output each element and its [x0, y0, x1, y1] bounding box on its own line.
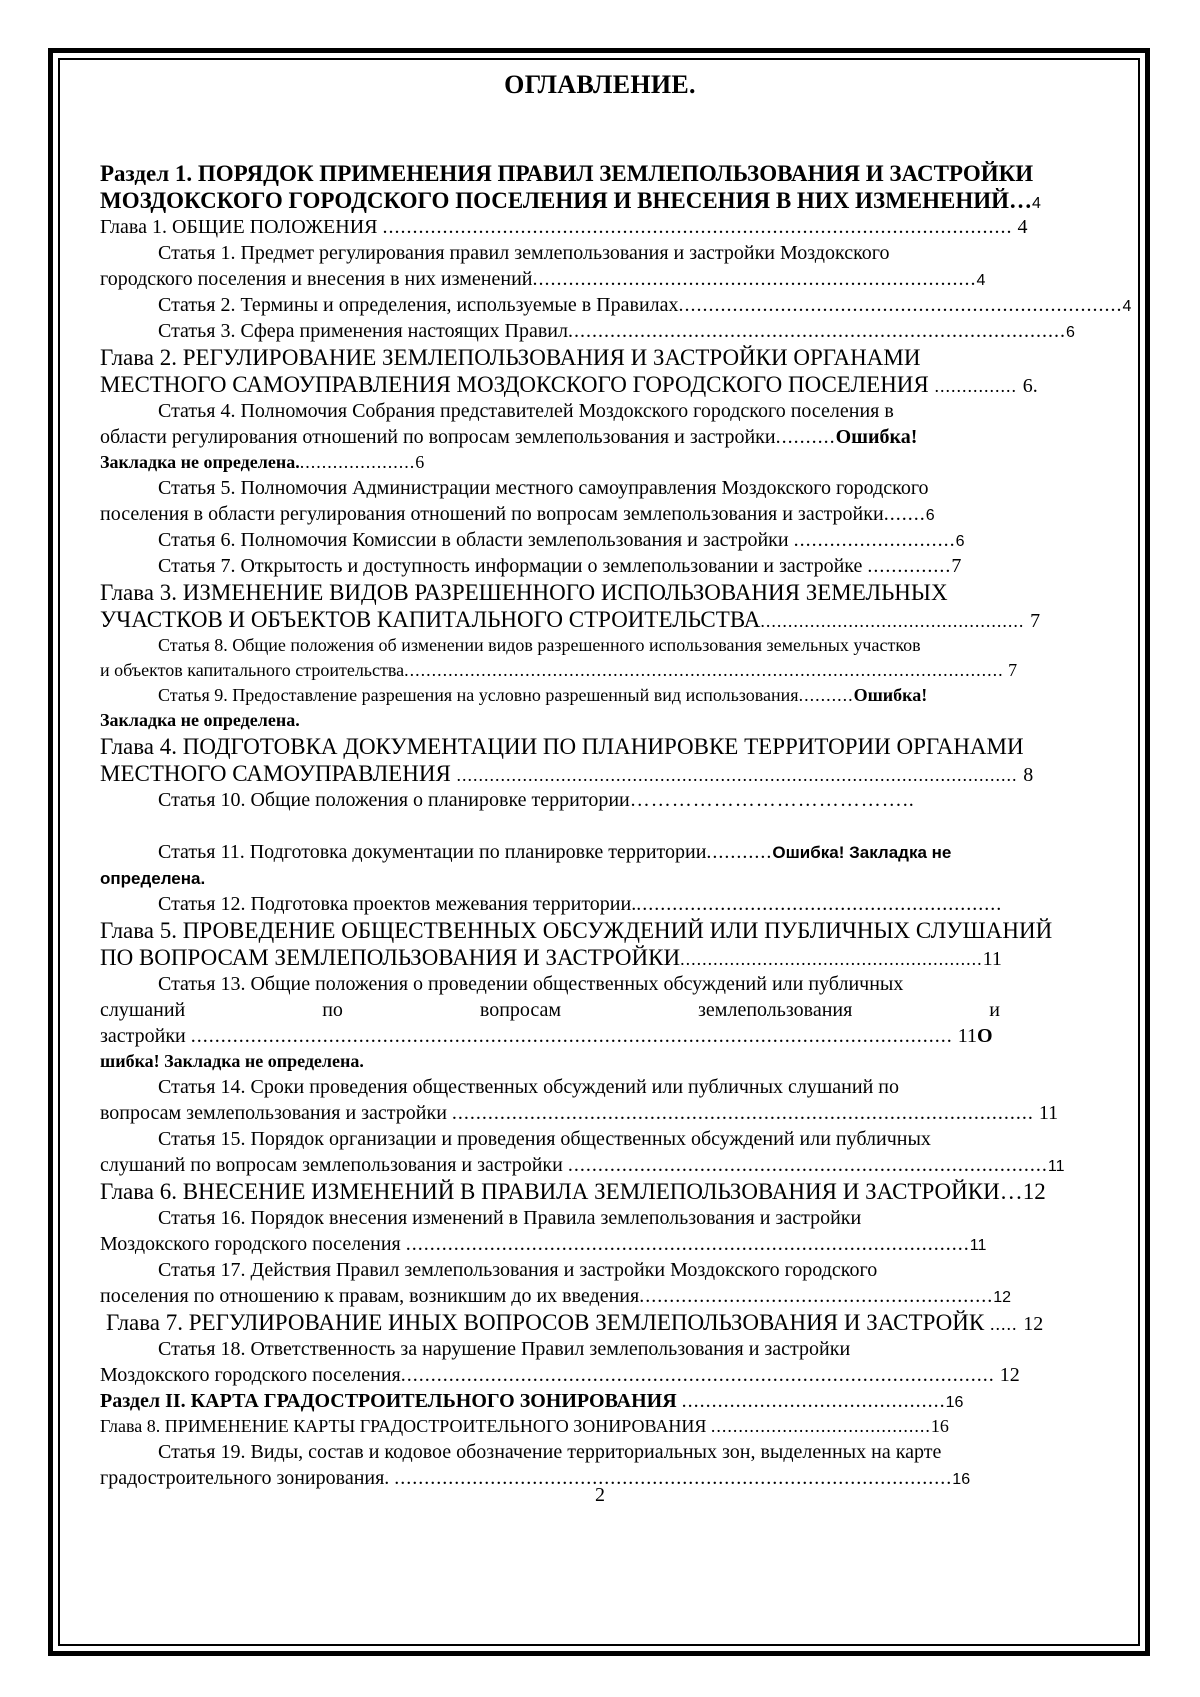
toc-entry-article-18[interactable]: Статья 18. Ответственность за нарушение Правил землепользования и застройки	[158, 1338, 851, 1360]
toc-entry-article-3[interactable]: Статья 3. Сфера применения настоящих Правил...................................................................................6	[158, 320, 1075, 342]
toc-entry-article-12[interactable]: Статья 12. Подготовка проектов межевания территории..............................................................	[158, 893, 1003, 915]
toc-entry-article-16[interactable]: Статья 16. Порядок внесения изменений в Правила землепользования и застройки	[158, 1207, 862, 1229]
toc-entry-article-1[interactable]: Статья 1. Предмет регулирования правил землепользования и застройки Моздокского	[158, 242, 890, 264]
toc-entry-article-5[interactable]: Статья 5. Полномочия Администрации местного самоуправления Моздокского городского	[158, 477, 929, 499]
toc-entry-article-4-error[interactable]: Закладка не определена......................6	[100, 452, 425, 472]
toc-entry-chapter-4-cont[interactable]: МЕСТНОГО САМОУПРАВЛЕНИЯ ...................................................................................................... 8	[100, 761, 1034, 786]
toc-entry-article-8[interactable]: Статья 8. Общие положения об изменении видов разрешенного использования земельных участков	[158, 635, 921, 655]
toc-entry-chapter-7[interactable]: Глава 7. РЕГУЛИРОВАНИЕ ИНЫХ ВОПРОСОВ ЗЕМЛЕПОЛЬЗОВАНИЯ И ЗАСТРОЙК ..... 12	[106, 1310, 1044, 1335]
toc-entry-article-9[interactable]: Статья 9. Предоставление разрешения на условно разрешенный вид использования..........Ошибка!	[158, 685, 928, 705]
toc-entry-article-5-cont[interactable]: поселения в области регулирования отношений по вопросам землепользования и застройки.......6	[100, 503, 935, 525]
toc-entry-chapter-4[interactable]: Глава 4. ПОДГОТОВКА ДОКУМЕНТАЦИИ ПО ПЛАНИРОВКЕ ТЕРРИТОРИИ ОРГАНАМИ	[100, 734, 1024, 759]
toc-entry-article-13-cont2[interactable]: застройки ............................................................................................................................... 11О	[100, 1025, 993, 1047]
toc-entry-article-1-cont[interactable]: городского поселения и внесения в них изменений..........................................................................4	[100, 268, 986, 290]
toc-entry-article-15-cont[interactable]: слушаний по вопросам землепользования и застройки ................................................................................11	[100, 1154, 1065, 1176]
toc-entry-article-9-error[interactable]: Закладка не определена.	[100, 710, 300, 730]
toc-entry-article-10[interactable]: Статья 10. Общие положения о планировке территории…………………………………..	[158, 789, 915, 811]
toc-entry-article-13[interactable]: Статья 13. Общие положения о проведении общественных обсуждений или публичных	[158, 973, 904, 995]
page-number: 2	[595, 1484, 605, 1506]
toc-entry-article-4-cont[interactable]: области регулирования отношений по вопросам землепользования и застройки..........Ошибка!	[100, 426, 918, 448]
toc-entry-article-18-cont[interactable]: Моздокского городского поселения................................................................................................... 12	[100, 1364, 1020, 1386]
toc-entry-article-14-cont[interactable]: вопросам землепользования и застройки ................................................................................................. 11	[100, 1102, 1059, 1124]
toc-entry-chapter-8[interactable]: Глава 8. ПРИМЕНЕНИЕ КАРТЫ ГРАДОСТРОИТЕЛЬНОГО ЗОНИРОВАНИЯ ........................................16	[100, 1416, 949, 1436]
toc-entry-article-7[interactable]: Статья 7. Открытость и доступность информации о землепользовании и застройке ..............7	[158, 555, 962, 577]
toc-entry-chapter-2-cont[interactable]: МЕСТНОГО САМОУПРАВЛЕНИЯ МОЗДОКСКОГО ГОРОДСКОГО ПОСЕЛЕНИЯ ............... 6.	[100, 372, 1038, 397]
toc-entry-article-8-cont[interactable]: и объектов капитального строительства............................................................................................................. 7	[100, 660, 1018, 680]
toc-entry-article-4[interactable]: Статья 4. Полномочия Собрания представителей Моздокского городского поселения в	[158, 400, 894, 422]
toc-entry-section-1[interactable]: Раздел 1. ПОРЯДОК ПРИМЕНЕНИЯ ПРАВИЛ ЗЕМЛЕПОЛЬЗОВАНИЯ И ЗАСТРОЙКИ	[100, 161, 1034, 186]
toc-entry-article-13-cont[interactable]: слушаний по вопросам землепользования и	[100, 999, 1000, 1021]
toc-entry-article-17[interactable]: Статья 17. Действия Правил землепользования и застройки Моздокского городского	[158, 1259, 878, 1281]
toc-entry-article-16-cont[interactable]: Моздокского городского поселения ..............................................................................................11	[100, 1233, 987, 1255]
page-title: ОГЛАВЛЕНИЕ.	[504, 70, 696, 99]
toc-entry-article-19[interactable]: Статья 19. Виды, состав и кодовое обозначение территориальных зон, выделенных на карте	[158, 1441, 942, 1463]
toc-entry-article-2[interactable]: Статья 2. Термины и определения, используемые в Правилах..........................................................................4	[158, 294, 1132, 316]
toc-entry-chapter-3-cont[interactable]: УЧАСТКОВ И ОБЪЕКТОВ КАПИТАЛЬНОГО СТРОИТЕЛЬСТВА................................................ 7	[100, 607, 1041, 632]
toc-entry-article-17-cont[interactable]: поселения по отношению к правам, возникшим до их введения...........................................................12	[100, 1285, 1011, 1307]
toc-entry-section-2[interactable]: Раздел II. КАРТА ГРАДОСТРОИТЕЛЬНОГО ЗОНИРОВАНИЯ ............................................16	[100, 1390, 964, 1412]
toc-entry-chapter-5-cont[interactable]: ПО ВОПРОСАМ ЗЕМЛЕПОЛЬЗОВАНИЯ И ЗАСТРОЙКИ.......................................................11	[100, 945, 1002, 970]
toc-entry-article-15[interactable]: Статья 15. Порядок организации и проведения общественных обсуждений или публичных	[158, 1128, 931, 1150]
toc-entry-chapter-3[interactable]: Глава 3. ИЗМЕНЕНИЕ ВИДОВ РАЗРЕШЕННОГО ИСПОЛЬЗОВАНИЯ ЗЕМЕЛЬНЫХ	[100, 580, 948, 605]
toc-entry-chapter-2[interactable]: Глава 2. РЕГУЛИРОВАНИЕ ЗЕМЛЕПОЛЬЗОВАНИЯ И ЗАСТРОЙКИ ОРГАНАМИ	[100, 345, 921, 370]
toc-entry-chapter-6[interactable]: Глава 6. ВНЕСЕНИЕ ИЗМЕНЕНИЙ В ПРАВИЛА ЗЕМЛЕПОЛЬЗОВАНИЯ И ЗАСТРОЙКИ…12	[100, 1179, 1046, 1204]
toc-entry-chapter-5[interactable]: Глава 5. ПРОВЕДЕНИЕ ОБЩЕСТВЕННЫХ ОБСУЖДЕНИЙ ИЛИ ПУБЛИЧНЫХ СЛУШАНИЙ	[100, 918, 1053, 943]
toc-entry-chapter-1[interactable]: Глава 1. ОБЩИЕ ПОЛОЖЕНИЯ ......................................................................................................... 4	[100, 216, 1028, 238]
toc-entry-article-6[interactable]: Статья 6. Полномочия Комиссии в области землепользования и застройки ...........................6	[158, 529, 965, 551]
toc-entry-article-14[interactable]: Статья 14. Сроки проведения общественных обсуждений или публичных слушаний по	[158, 1076, 899, 1098]
toc-entry-article-13-error[interactable]: шибка! Закладка не определена.	[100, 1051, 364, 1071]
toc-entry-section-1-cont[interactable]: МОЗДОКСКОГО ГОРОДСКОГО ПОСЕЛЕНИЯ И ВНЕСЕНИЯ В НИХ ИЗМЕНЕНИЙ…4	[100, 188, 1041, 213]
table-of-contents	[100, 160, 1132, 1491]
toc-entry-article-11-error[interactable]: определена.	[100, 869, 206, 888]
toc-entry-article-19-cont[interactable]: градостроительного зонирования. .............................................................................................16	[100, 1467, 971, 1489]
toc-entry-article-11[interactable]: Статья 11. Подготовка документации по планировке территории...........Ошибка! Закладка не	[158, 841, 952, 863]
